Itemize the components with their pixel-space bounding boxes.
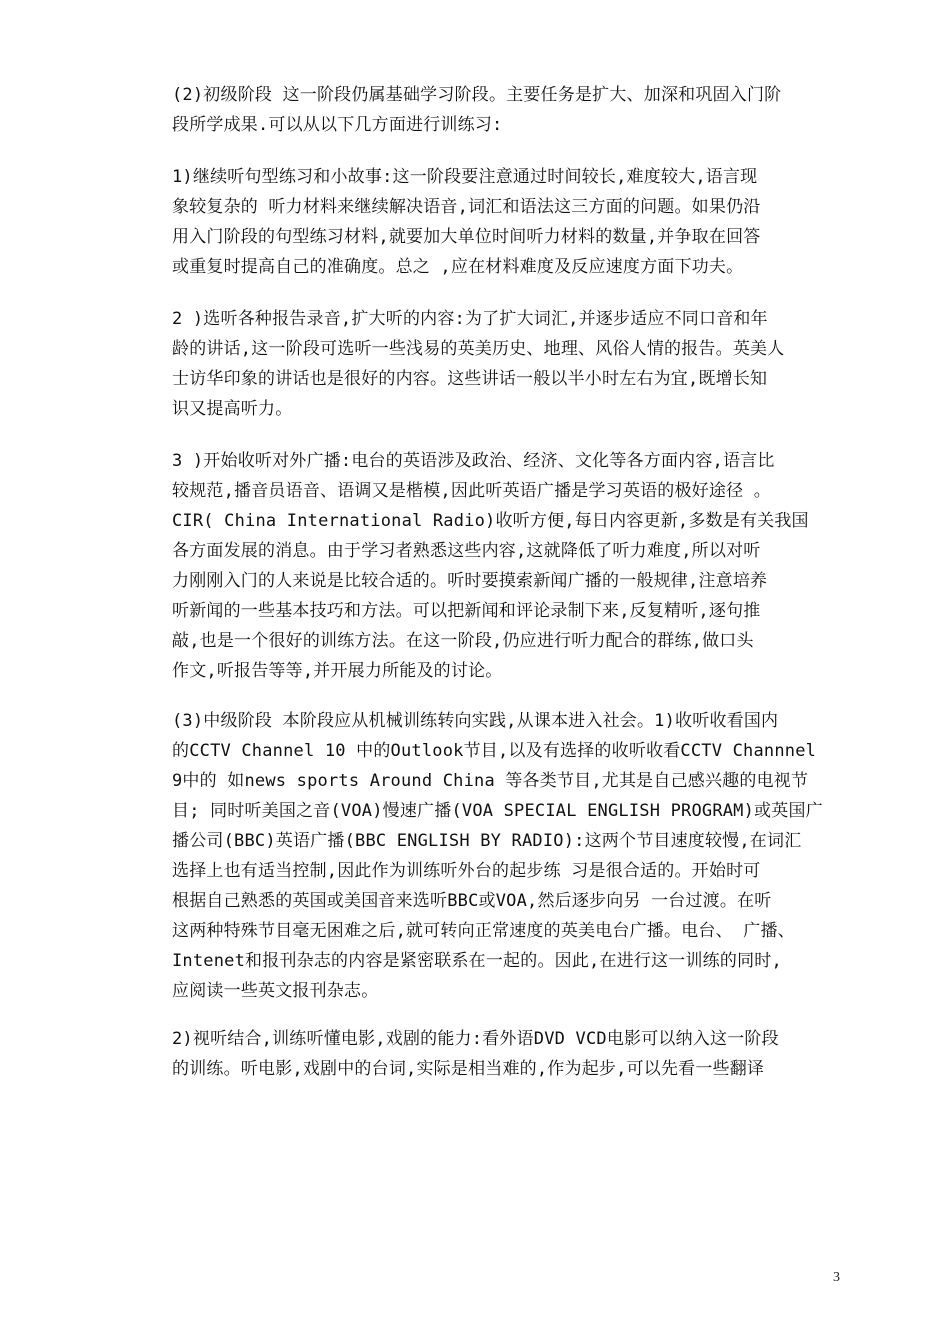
text-line: 识又提高听力。 [172,399,293,419]
text-line: 根据自己熟悉的英国或美国音来选听BBC或VOA,然后逐步向另 一台过渡。在听 [172,891,772,911]
text-line: 士访华印象的讲话也是很好的内容。这些讲话一般以半小时左右为宜,既增长知 [172,369,768,389]
paragraph-audiovisual [172,1024,840,1084]
text-line: Intenet和报刊杂志的内容是紧密联系在一起的。因此,在进行这一训练的同时, [172,951,782,971]
text-line: 作文,听报告等等,并开展力所能及的讨论。 [172,661,503,681]
text-line: 9中的 如news sports Around China 等各类节目,尤其是自己感兴趣的电视节 [172,771,809,791]
paragraph-report-recordings [172,304,840,424]
text-line: 力刚刚入门的人来说是比较合适的。听时要摸索新闻广播的一般规律,注意培养 [172,571,768,591]
text-line: 的训练。听电影,戏剧中的台词,实际是相当难的,作为起步,可以先看一些翻译 [172,1059,765,1079]
text-line: 目; 同时听美国之音(VOA)慢速广播(VOA SPECIAL ENGLISH PROGRAM)或英国广 [172,801,823,821]
paragraph-elementary-stage [172,80,840,140]
text-line: 选择上也有适当控制,因此作为训练听外台的起步练 习是很合适的。开始时可 [172,861,761,881]
text-line: 段所学成果.可以从以下几方面进行训练习: [172,115,503,135]
text-line: 用入门阶段的句型练习材料,就要加大单位时间听力材料的数量,并争取在回答 [172,227,761,247]
text-line: (3)中级阶段 本阶段应从机械训练转向实践,从课本进入社会。1)收听收看国内 [172,711,779,731]
document-body [172,80,840,1084]
text-line: CIR( China International Radio)收听方便,每日内容更新,多数是有关我国 [172,511,809,531]
text-line: 3 )开始收听对外广播:电台的英语涉及政治、经济、文化等各方面内容,语言比 [172,451,775,471]
paragraph-intermediate-stage [172,706,840,1006]
text-line: 播公司(BBC)英语广播(BBC ENGLISH BY RADIO):这两个节目速度较慢,在词汇 [172,831,802,851]
text-line: 的CCTV Channel 10 中的Outlook节目,以及有选择的收听收看CCTV Channnel [172,741,817,761]
text-line: 较规范,播音员语音、语调又是楷模,因此听英语广播是学习英语的极好途径 。 [172,481,771,501]
text-line: (2)初级阶段 这一阶段仍属基础学习阶段。主要任务是扩大、加深和巩固入门阶 [172,85,782,105]
text-line: 2)视听结合,训练听懂电影,戏剧的能力:看外语DVD VCD电影可以纳入这一阶段 [172,1029,779,1049]
paragraph-sentence-practice [172,162,840,282]
text-line: 敲,也是一个很好的训练方法。在这一阶段,仍应进行听力配合的群练,做口头 [172,631,754,651]
text-line: 或重复时提高自己的准确度。总之 ,应在材料难度及反应速度方面下功夫。 [172,257,744,277]
text-line: 2 )选听各种报告录音,扩大听的内容:为了扩大词汇,并逐步适应不同口音和年 [172,309,768,329]
text-line: 1)继续听句型练习和小故事:这一阶段要注意通过时间较长,难度较大,语言现 [172,167,758,187]
page-number: 3 [833,1270,840,1285]
text-line: 这两种特殊节目毫无困难之后,就可转向正常速度的英美电台广播。电台、 广播、 [172,921,795,941]
text-line: 应阅读一些英文报刊杂志。 [172,981,379,1001]
text-line: 听新闻的一些基本技巧和方法。可以把新闻和评论录制下来,反复精听,逐句推 [172,601,761,621]
text-line: 象较复杂的 听力材料来继续解决语音,词汇和语法这三方面的问题。如果仍沿 [172,197,761,217]
text-line: 龄的讲话,这一阶段可选听一些浅易的英美历史、地理、风俗人情的报告。英美人 [172,339,785,359]
paragraph-foreign-broadcasts [172,446,840,686]
text-line: 各方面发展的消息。由于学习者熟悉这些内容,这就降低了听力难度,所以对听 [172,541,761,561]
